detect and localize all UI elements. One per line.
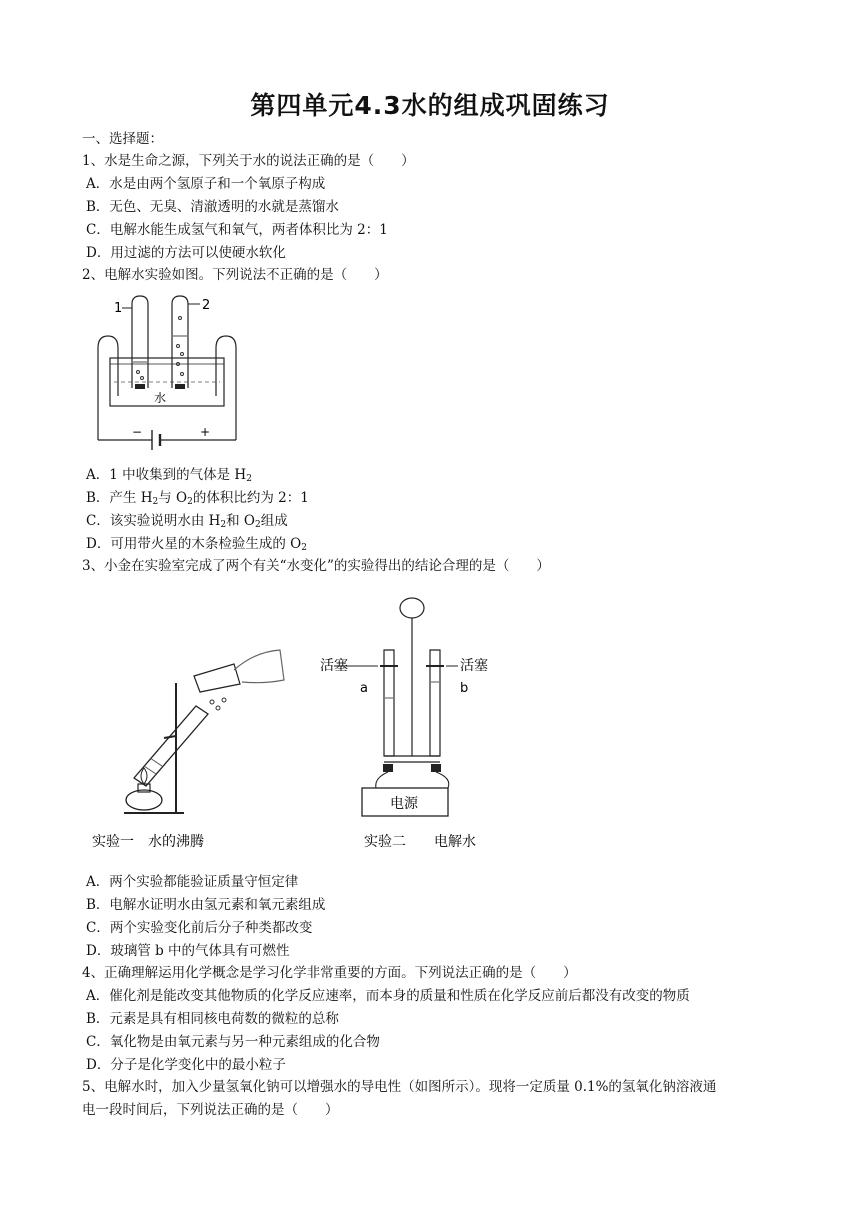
- q4-option-c: C．氧化物是由氧元素与另一种元素组成的化合物: [86, 1034, 380, 1050]
- q1-option-c: C．电解水能生成氢气和氧气，两者体积比为 2：1: [86, 222, 388, 238]
- q1-option-a: A．水是由两个氢原子和一个氧原子构成: [86, 176, 326, 192]
- q3-option-a: A．两个实验都能验证质量守恒定律: [86, 874, 299, 890]
- exp2-tube-a-label: a: [360, 681, 368, 696]
- q3-option-b: B．电解水证明水由氢元素和氧元素组成: [86, 897, 326, 913]
- exp2-hofmann-apparatus: [334, 598, 458, 816]
- q2-stem: 2、电解水实验如图。下列说法不正确的是（ ）: [82, 267, 388, 283]
- exp2-power-label: 电源: [390, 796, 418, 812]
- q2-tube2-label: 2: [202, 298, 211, 313]
- q3-stem: 3、小金在实验室完成了两个有关“水变化”的实验得出的结论合理的是（ ）: [82, 558, 550, 574]
- exp1-label: 实验一 水的沸腾: [92, 834, 204, 850]
- exp2-valve-left-label: 活塞: [320, 658, 348, 674]
- q4-option-d: D．分子是化学变化中的最小粒子: [86, 1057, 286, 1073]
- q1-option-b: B．无色、无臭、清澈透明的水就是蒸馏水: [86, 199, 339, 215]
- page-title: 第四单元4.3水的组成巩固练习: [250, 91, 610, 120]
- q3-option-c: C．两个实验变化前后分子种类都改变: [86, 920, 313, 936]
- q1-stem: 1、水是生命之源，下列关于水的说法正确的是（ ）: [82, 153, 415, 169]
- q1-option-d: D．用过滤的方法可以使硬水软化: [86, 245, 286, 261]
- exp1-boiling-apparatus: [124, 650, 284, 813]
- q2-option-b: B．产生 $H_2$与 $O_2$的体积比约为 2：1: [86, 490, 309, 507]
- q3-experiments-figure: [84, 588, 524, 860]
- q2-negative-label: −: [132, 425, 143, 439]
- exp2-label: 实验二 电解水: [364, 834, 476, 850]
- q5-stem-line2: 电一段时间后，下列说法正确的是（ ）: [82, 1102, 339, 1118]
- q4-stem: 4、正确理解运用化学概念是学习化学非常重要的方面。下列说法正确的是（ ）: [82, 965, 577, 981]
- q2-option-c: C．该实验说明水由 $H_2$和 $O_2$组成: [86, 513, 288, 530]
- q3-option-d: D．玻璃管 b 中的气体具有可燃性: [86, 943, 290, 959]
- q2-tube1-label: 1: [114, 301, 123, 316]
- q2-positive-label: +: [200, 425, 211, 439]
- q4-option-a: A．催化剂是能改变其他物质的化学反应速率，而本身的质量和性质在化学反应前后都没有改变的物质: [86, 988, 690, 1004]
- exp2-tube-b-label: b: [460, 681, 469, 696]
- exp2-valve-right-label: 活塞: [460, 658, 488, 674]
- q5-stem-line1: 5、电解水时，加入少量氢氧化钠可以增强水的导电性（如图所示）。现将一定质量 0.1%的氢氧化钠溶液通: [82, 1079, 717, 1095]
- q2-option-d: D．可用带火星的木条检验生成的 $O_2$: [86, 536, 307, 553]
- section-heading: 一、选择题：: [82, 131, 163, 147]
- q2-option-a: A．1 中收集到的气体是 $H_2$: [86, 467, 252, 484]
- q2-water-label: 水: [154, 391, 167, 405]
- q2-electrolysis-figure: [92, 290, 242, 450]
- q4-option-b: B．元素是具有相同核电荷数的微粒的总称: [86, 1011, 339, 1027]
